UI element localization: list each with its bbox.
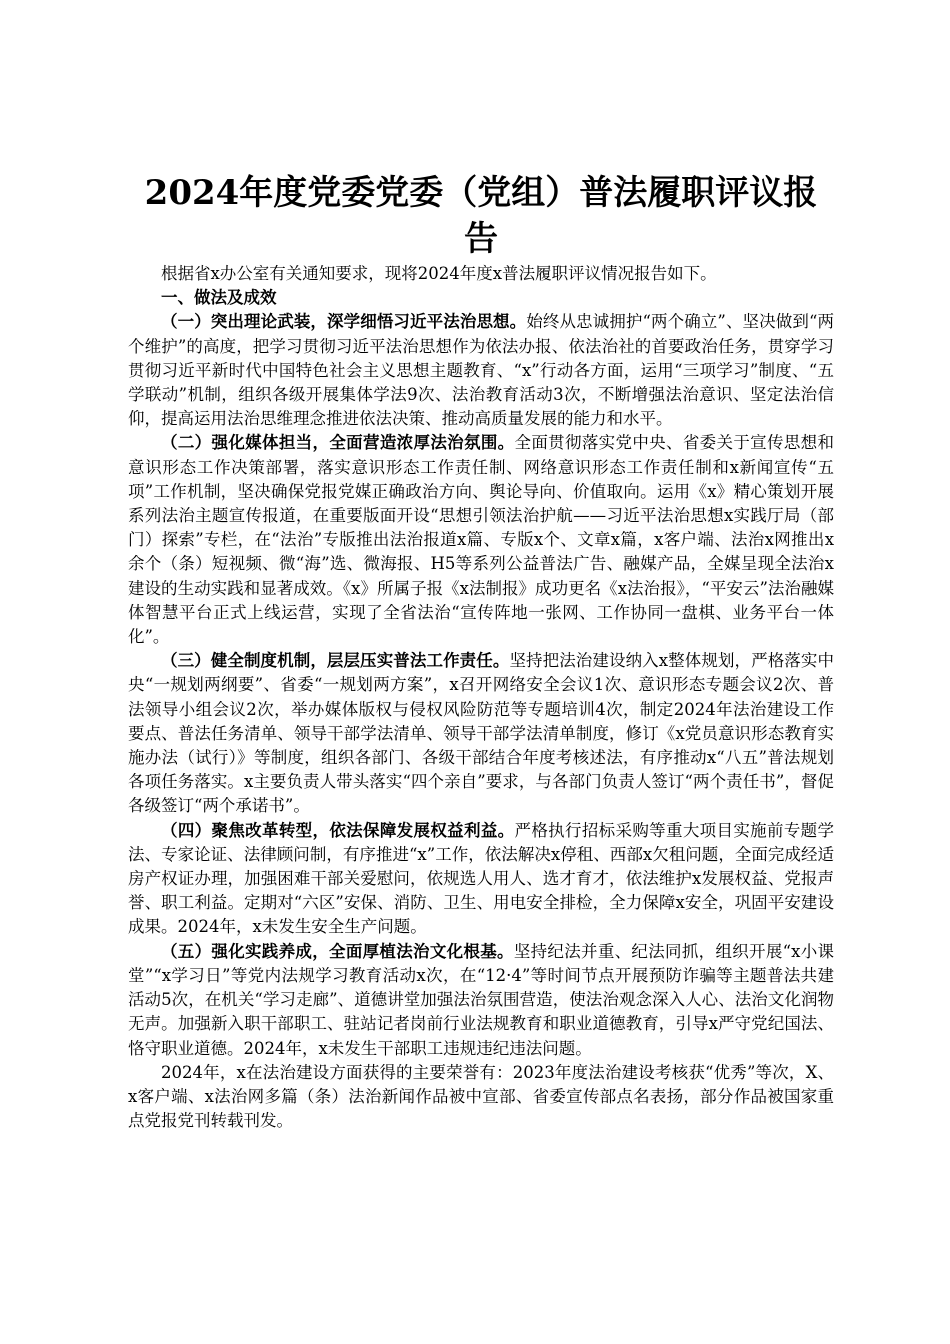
item-paragraph-2 xyxy=(128,431,834,649)
item-paragraph-3 xyxy=(128,649,834,818)
document-body xyxy=(128,262,834,1133)
item-lead-2: （二）强化媒体担当，全面营造浓厚法治氛围。 xyxy=(161,433,515,453)
item-text-5: 坚持纪法并重、纪法同抓，组织开展“x小课堂”“x学习日”等党内法规学习教育活动x次，在“12·4”等时间节点开展预防诈骗等主题普法共建活动5次，在机关“学习走廊”、道德讲堂加强法治氛围营造，使法治观念深入人心、法治文化润物无声。加强新入职干部职工、驻站记者岗前行业法规教育和职业道德教育，引导x严守党纪国法、恪守职业道德。2024年，x未发生干部职工违规违纪违法问题。 xyxy=(128,941,834,1058)
section-heading: 一、做法及成效 xyxy=(161,288,277,308)
item-lead-3: （三）健全制度机制，层层压实普法工作责任。 xyxy=(161,651,510,671)
item-text-2: 全面贯彻落实党中央、省委关于宣传思想和意识形态工作决策部署，落实意识形态工作责任制、网络意识形态工作责任制和x新闻宣传“五项”工作机制，坚决确保党报党媒正确政治方向、舆论导向、价值取向。运用《x》精心策划开展系列法治主题宣传报道，在重要版面开设“思想引领法治护航——习近平法治思想x实践厅局（部门）探索”专栏，在“法治”专版推出法治报道x篇、专版x个、文章x篇，x客户端、法治x网推出x余个（条）短视频、微“海”选、微海报、H5等系列公益普法广告、融媒产品，全媒呈现全法治x建设的生动实践和显著成效。《x》所属子报《x法制报》成功更名《x法治报》，“平安云”法治融媒体智慧平台正式上线运营，实现了全省法治“宣传阵地一张网、工作协同一盘棋、业务平台一体化”。 xyxy=(128,433,835,647)
item-text-1: 始终从忠诚拥护“两个确立”、坚决做到“两个维护”的高度，把学习贯彻习近平法治思想作为依法办报、依法治社的首要政治任务，贯穿学习贯彻习近平新时代中国特色社会主义思想主题教育、“x”行动各方面，运用“三项学习”制度、“五学联动”机制，组织各级开展集体学法9次、法治教育活动3次，不断增强法治意识、坚定法治信仰，提高运用法治思维理念推进依法决策、推动高质量发展的能力和水平。 xyxy=(128,312,834,429)
item-lead-1: （一）突出理论武装，深学细悟习近平法治思想。 xyxy=(161,312,527,332)
closing-paragraph: 2024年，x在法治建设方面获得的主要荣誉有：2023年度法治建设考核获“优秀”等次，X、x客户端、x法治网多篇（条）法治新闻作品被中宣部、省委宣传部点名表扬，部分作品被国家重点党报党刊转载刊发。 xyxy=(128,1062,834,1131)
document-page xyxy=(128,170,834,1133)
intro-paragraph: 根据省x办公室有关通知要求，现将2024年度x普法履职评议情况报告如下。 xyxy=(161,264,717,283)
item-lead-5: （五）强化实践养成，全面厚植法治文化根基。 xyxy=(161,941,514,961)
item-paragraph-4 xyxy=(128,819,834,940)
item-text-4: 严格执行招标采购等重大项目实施前专题学法、专家论证、法律顾问制，有序推进“x”工作，依法解决x停租、西部x欠租问题，全面完成经适房产权证办理，加强困难干部关爱慰问，依规选人用人、选才育才，依法维护x发展权益、党报声誉、职工利益。定期对“六区”安保、消防、卫生、用电安全排检，全力保障x安全，巩固平安建设成果。2024年，x未发生安全生产问题。 xyxy=(128,820,835,937)
item-paragraph-1 xyxy=(128,310,834,431)
document-title: 2024年度党委党委（党组）普法履职评议报告 xyxy=(144,173,818,259)
item-text-3: 坚持把法治建设纳入x整体规划，严格落实中央“一规划两纲要”、省委“一规划两方案”，x召开网络安全会议1次、意识形态专题会议2次、普法领导小组会议2次，举办媒体版权与侵权风险防范等专题培训4次，制定2024年法治建设工作要点、普法任务清单、领导干部学法清单、领导干部学法清单制度，修订《x党员意识形态教育实施办法（试行）》等制度，组织各部门、各级干部结合年度考核述法，有序推动x“八五”普法规划各项任务落实。x主要负责人带头落实“四个亲自”要求，与各部门负责人签订“两个责任书”，督促各级签订“两个承诺书”。 xyxy=(128,651,834,816)
item-paragraph-5 xyxy=(128,940,834,1061)
item-lead-4: （四）聚焦改革转型，依法保障发展权益利益。 xyxy=(161,820,515,840)
